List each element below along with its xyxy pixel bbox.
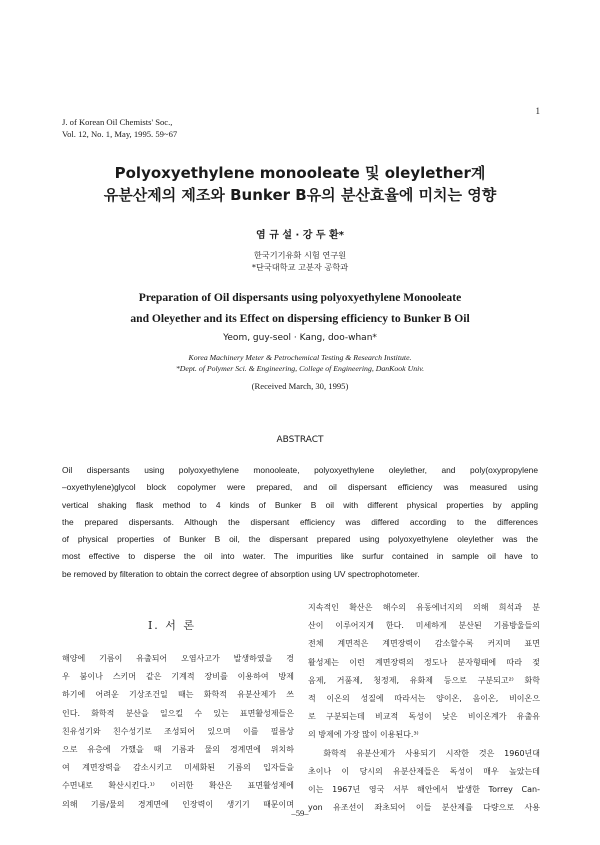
right-column-text [308, 599, 540, 817]
body-line: 인다. 화학적 분산을 일으킬 수 있는 표면활성제들은 [62, 708, 294, 718]
korean-authors: 염 규 설 · 강 두 환* [256, 230, 344, 241]
korean-affiliation-1: 한국기기유화 시험 연구원 [253, 250, 347, 260]
abstract-line: of physical properties of Bunker B oil, the dispersant prepared using polyoxyethylene oleylether was the [62, 534, 538, 545]
korean-title-line-2: 유분산제의 제조와 Bunker B유의 분산효율에 미치는 영향 [103, 186, 497, 204]
abstract-heading: ABSTRACT [276, 435, 324, 445]
body-line: 의해 기름/물의 경계면에 인장력이 생기기 때문이며 [62, 799, 294, 809]
page-number: 1 [535, 106, 540, 116]
body-line: 여 계면장력을 감소시키고 미세화된 기름의 입자들을 [62, 763, 294, 773]
english-title-line-2: and Oleyether and its Effect on dispersing efficiency to Bunker B Oil [130, 312, 470, 325]
body-line: 친유성기와 친수성기로 조성되어 있으며 이를 필름상 [62, 726, 294, 736]
left-column-text [62, 650, 294, 814]
body-line: 적 이온의 성질에 따라서는 양이온, 음이온, 비이온으 [308, 694, 540, 704]
body-line: 활성제는 이런 계면장력의 정도나 분자형태에 따라 젖 [308, 657, 540, 667]
body-line: 로 구분되는데 비교적 독성이 낮은 비이온계가 유출유 [308, 712, 540, 722]
body-line: 전체 계면적은 계면장력이 감소할수록 커지며 표면 [308, 639, 540, 649]
korean-affiliations [0, 249, 600, 273]
body-line: yon 유조선이 좌초되어 이들 분산제를 다량으로 사용 [308, 803, 540, 813]
section-heading-introduction: I. 서 론 [147, 619, 197, 632]
korean-title [40, 162, 560, 206]
abstract-line: be removed by filteration to obtain the correct degree of absorption using UV spectrophotometer. [62, 568, 420, 579]
body-line: 우 붐이나 스키머 같은 기계적 장비를 이용하여 방제 [62, 672, 294, 682]
body-line: 수면내로 확산시킨다.¹⁾ 이러한 확산은 표면활성제에 [62, 781, 294, 791]
english-affiliations [0, 352, 600, 374]
abstract-line: most effective to disperse the oil into water. The impurities like surfur contained in sample oil have to [62, 551, 538, 562]
body-line: 산이 이루어지게 한다. 미세하게 분산된 기름방울들의 [308, 621, 540, 631]
body-line: 초이나 이 당시의 유분산제들은 독성이 매우 높았는데 [308, 766, 540, 776]
body-line: 이는 1967년 영국 서부 해안에서 발생한 Torrey Can- [308, 785, 540, 795]
abstract-line: vertical shaking flask method to 4 kinds of Bunker B oil with different physical properties by appling [62, 499, 538, 510]
english-authors: Yeom, guy-seol · Kang, doo-whan* [223, 333, 377, 343]
body-line: 의 방제에 가장 많이 이용된다.³⁾ [308, 730, 419, 740]
body-line: 해양에 기름이 유출되어 오염사고가 발생하였을 경 [62, 654, 294, 663]
body-line: 음제, 거품제, 청정제, 유화제 등으로 구분되고²⁾ 화학 [308, 675, 540, 685]
body-line: 화학적 유분산제가 사용되기 시작한 것은 1960년대 [308, 748, 540, 758]
english-affiliation-2: *Dept. of Polymer Sci. & Engineering, College of Engineering, DanKook Univ. [175, 364, 425, 373]
english-title-line-1: Preparation of Oil dispersants using polyoxyethylene Monooleate [138, 291, 462, 304]
english-affiliation-1: Korea Machinery Meter & Petrochemical Testing & Research Institute. [188, 353, 412, 362]
body-line: 으로 유층에 가했을 때 기름과 물의 경계면에 위치하 [62, 745, 294, 755]
journal-volume: Vol. 12, No. 1, May, 1995. 59~67 [62, 129, 178, 139]
received-date: (Received March, 30, 1995) [251, 381, 349, 391]
page-footer-number: –59– [291, 808, 309, 818]
abstract-body [62, 462, 538, 583]
abstract-line: Oil dispersants using polyoxyethylene monooleate, polyoxyethylene oleylether, and poly(oxypropylene [62, 465, 538, 475]
body-line: 지속적인 확산은 해수의 유동에너지의 의해 희석과 분 [308, 603, 540, 612]
journal-name: J. of Korean Oil Chemists' Soc., [62, 117, 173, 127]
korean-affiliation-2: *단국대학교 고분자 공학과 [251, 262, 349, 272]
journal-citation [62, 116, 177, 140]
abstract-line: the prepared dispersants. Although the dispersant efficiency was differed according to the differences [62, 516, 538, 527]
english-title [40, 287, 560, 329]
korean-title-line-1: Polyoxyethylene monooleate 및 oleylether계 [114, 164, 486, 182]
abstract-line: –oxyethylene)glycol block copolymer were prepared, and oil dispersant efficiency was measured using [62, 482, 538, 493]
body-line: 하기에 어려운 기상조건일 때는 화학적 유분산제가 쓰 [62, 690, 294, 700]
